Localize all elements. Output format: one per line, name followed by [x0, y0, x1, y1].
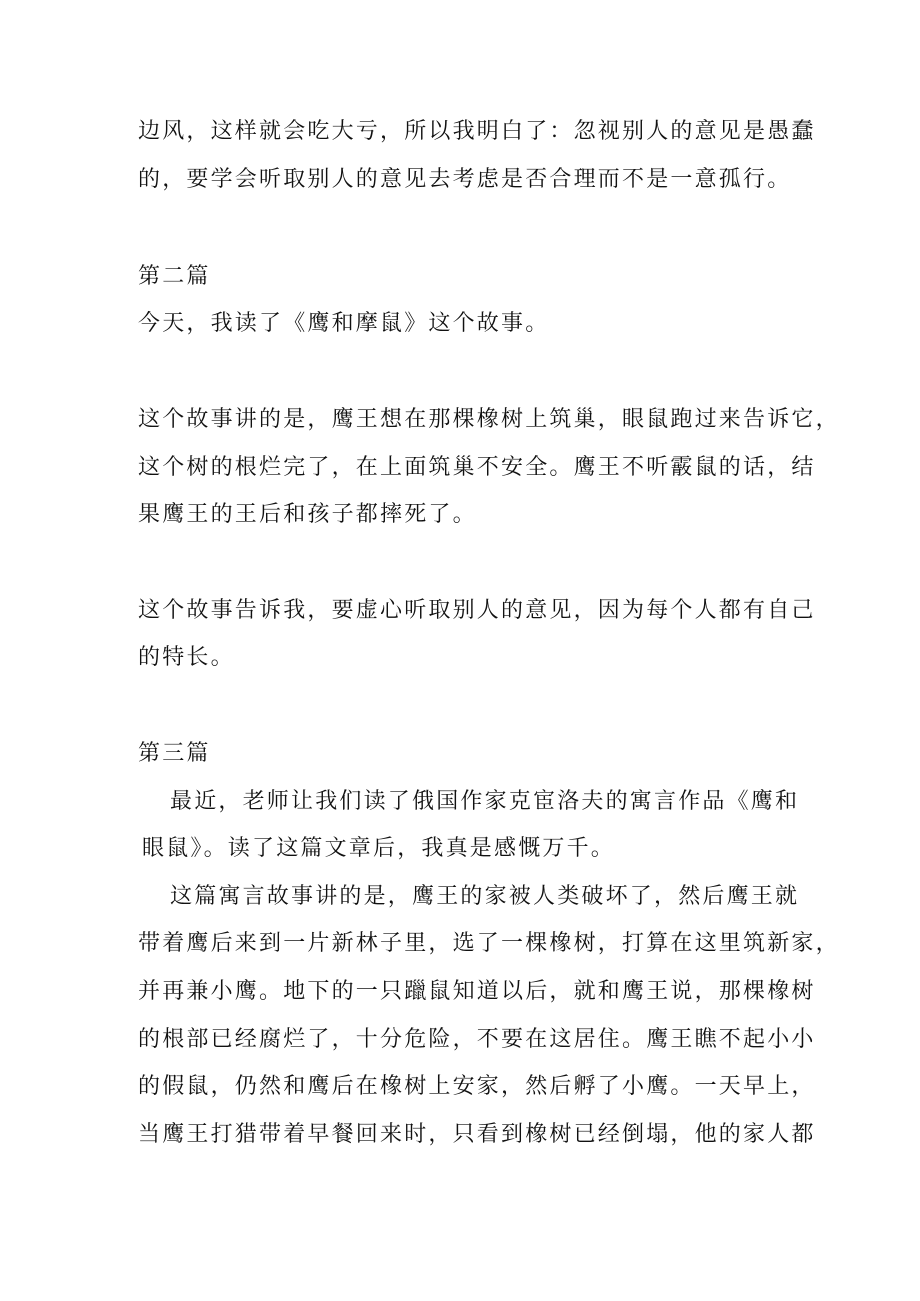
text-line: 果鹰王的王后和孩子都摔死了。 [138, 502, 477, 527]
text-line: 的特长。 [138, 645, 235, 670]
text-line: 这篇寓言故事讲的是，鹰王的家被人类破坏了，然后鹰王就 [170, 884, 800, 909]
text-line: 的假鼠，仍然和鹰后在橡树上安家，然后孵了小鹰。一天早上， [138, 1074, 816, 1099]
text-line: 的根部已经腐烂了，十分危险，不要在这居住。鹰王瞧不起小小 [138, 1027, 816, 1052]
text-line: 边风，这样就会吃大亏，所以我明白了：忽视别人的意见是愚蠢 [138, 119, 816, 144]
text-line: 这个树的根烂完了，在上面筑巢不安全。鹰王不听霰鼠的话，结 [138, 455, 816, 480]
text-line: 当鹰王打猎带着早餐回来时，只看到橡树已经倒塌，他的家人都 [138, 1122, 816, 1147]
section-heading: 第三篇 [138, 741, 211, 766]
text-line: 并再兼小鹰。地下的一只躐鼠知道以后，就和鹰王说，那棵橡树 [138, 979, 816, 1004]
text-line: 这个故事告诉我，要虚心听取别人的意见，因为每个人都有自己 [138, 598, 816, 623]
text-line: 这个故事讲的是，鹰王想在那棵橡树上筑巢，眼鼠跑过来告诉它， [138, 407, 840, 432]
section-heading: 第二篇 [138, 264, 211, 289]
text-line: 最近，老师让我们读了俄国作家克宦洛夫的寓言作品《鹰和 [170, 789, 800, 814]
text-line: 带着鹰后来到一片新林子里，选了一棵橡树，打算在这里筑新家， [138, 931, 840, 956]
text-line: 眼鼠》。读了这篇文章后，我真是感慨万千。 [142, 836, 616, 861]
text-line: 的，要学会听取别人的意见去考虑是否合理而不是一意孤行。 [138, 167, 792, 192]
text-line: 今天，我读了《鹰和摩鼠》这个故事。 [138, 311, 550, 336]
